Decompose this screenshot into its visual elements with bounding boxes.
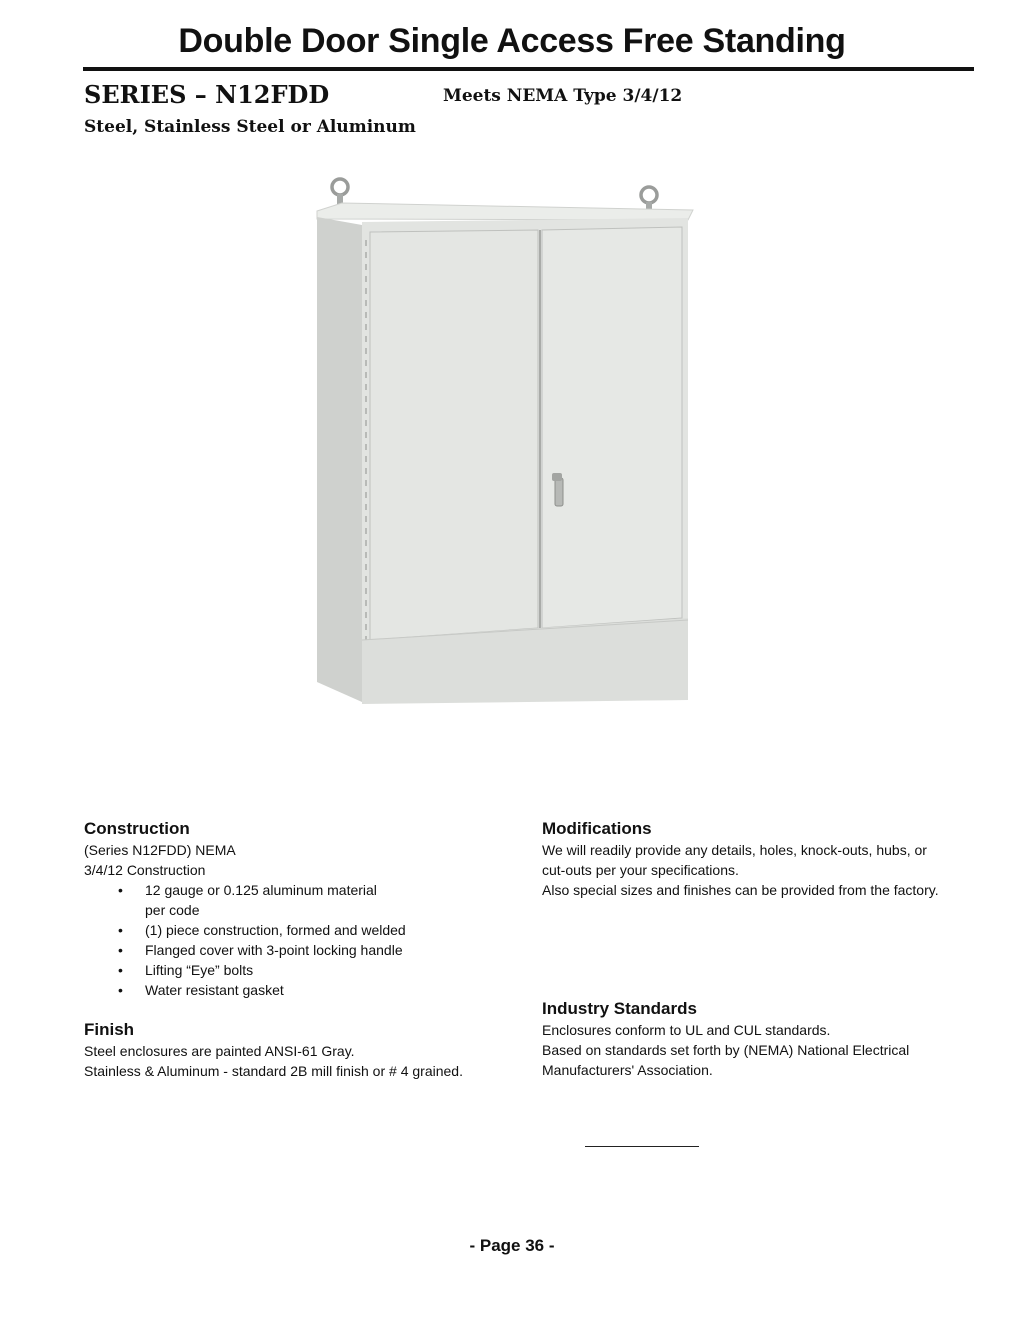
standards-heading: Industry Standards	[542, 999, 697, 1018]
list-item: • Water resistant gasket	[84, 980, 464, 1000]
finish-heading: Finish	[84, 1020, 135, 1039]
right-door	[542, 227, 682, 628]
nema-rating: Meets NEMA Type 3/4/12	[443, 86, 683, 106]
finish-section	[84, 1019, 464, 1081]
construction-section	[84, 818, 464, 1000]
series-heading: SERIES – N12FDD	[84, 80, 330, 109]
list-item: • (1) piece construction, formed and welded	[84, 920, 464, 940]
modifications-text-1: We will readily provide any details, holes, knock-outs, hubs, or cut-outs per your specifications.	[542, 842, 927, 878]
finish-text-1: Steel enclosures are painted ANSI-61 Gray.	[84, 1043, 355, 1059]
page-title: Double Door Single Access Free Standing	[178, 22, 846, 60]
construction-intro-line-2: 3/4/12 Construction	[84, 862, 206, 878]
construction-heading: Construction	[84, 819, 190, 838]
standards-text-1: Enclosures conform to UL and CUL standards.	[542, 1022, 831, 1038]
list-item: • Lifting “Eye” bolts	[84, 960, 464, 980]
list-item: • Flanged cover with 3-point locking handle	[84, 940, 464, 960]
modifications-text-2: Also special sizes and finishes can be provided from the factory.	[542, 882, 939, 898]
left-door	[370, 230, 538, 640]
list-item: • 12 gauge or 0.125 aluminum material per code	[84, 880, 395, 920]
standards-section	[542, 998, 952, 1080]
lifting-eye-bolt-left	[332, 179, 348, 207]
modifications-heading: Modifications	[542, 819, 652, 838]
section-divider	[585, 1146, 699, 1147]
finish-text-2: Stainless & Aluminum - standard 2B mill finish or # 4 grained.	[84, 1063, 463, 1079]
construction-intro-line-1: (Series N12FDD) NEMA	[84, 842, 236, 858]
modifications-section	[542, 818, 952, 900]
title-divider	[83, 67, 974, 71]
page-number: - Page 36 -	[469, 1236, 555, 1255]
standards-text-2: Based on standards set forth by (NEMA) National Electrical Manufacturers' Association.	[542, 1042, 910, 1078]
construction-list	[84, 880, 464, 1000]
lifting-eye-bolt-right	[641, 187, 657, 213]
locking-handle	[552, 473, 563, 506]
material-subheading: Steel, Stainless Steel or Aluminum	[84, 117, 416, 137]
